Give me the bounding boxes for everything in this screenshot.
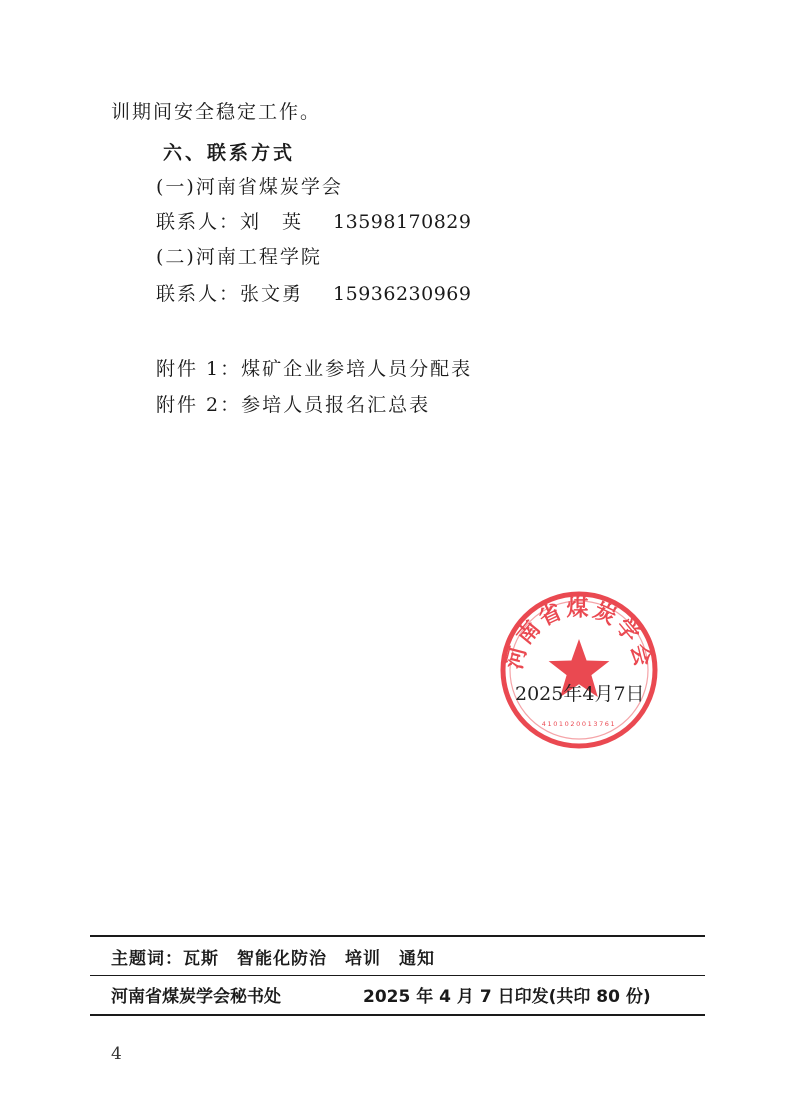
page-number: 4 [111,1044,122,1064]
attachment-2: 附件 2：参培人员报名汇总表 [156,394,431,416]
contact-1-person: 联系人：刘 英 [156,211,304,233]
footer-top-rule [90,935,705,937]
print-info: 2025 年 4 月 7 日印发(共印 80 份) [363,987,651,1007]
contact-2-row [156,281,472,307]
svg-text:河南省煤炭学会: 河南省煤炭学会 [502,596,656,672]
official-seal-stamp [499,591,659,749]
issue-date-signature: 2025年4月7日 [515,683,645,705]
contact-1-organization: (一)河南省煤炭学会 [156,176,343,198]
contact-2-organization: (二)河南工程学院 [156,246,322,268]
footer-middle-rule [90,975,705,976]
issuer-name: 河南省煤炭学会秘书处 [111,987,281,1007]
svg-text:4101020013761: 4101020013761 [541,720,617,728]
contact-1-phone: 13598170829 [333,211,472,233]
attachment-1: 附件 1：煤矿企业参培人员分配表 [156,358,473,380]
contact-2-phone: 15936230969 [333,283,472,305]
contact-1-row [156,209,472,235]
body-continuation: 训期间安全稳定工作。 [111,101,322,123]
contact-2-person: 联系人：张文勇 [156,283,304,305]
subject-keywords: 主题词：瓦斯 智能化防治 培训 通知 [111,949,435,969]
footer-bottom-rule [90,1014,705,1016]
section-heading-contacts: 六、联系方式 [163,142,296,164]
seal-graphic [502,594,656,746]
